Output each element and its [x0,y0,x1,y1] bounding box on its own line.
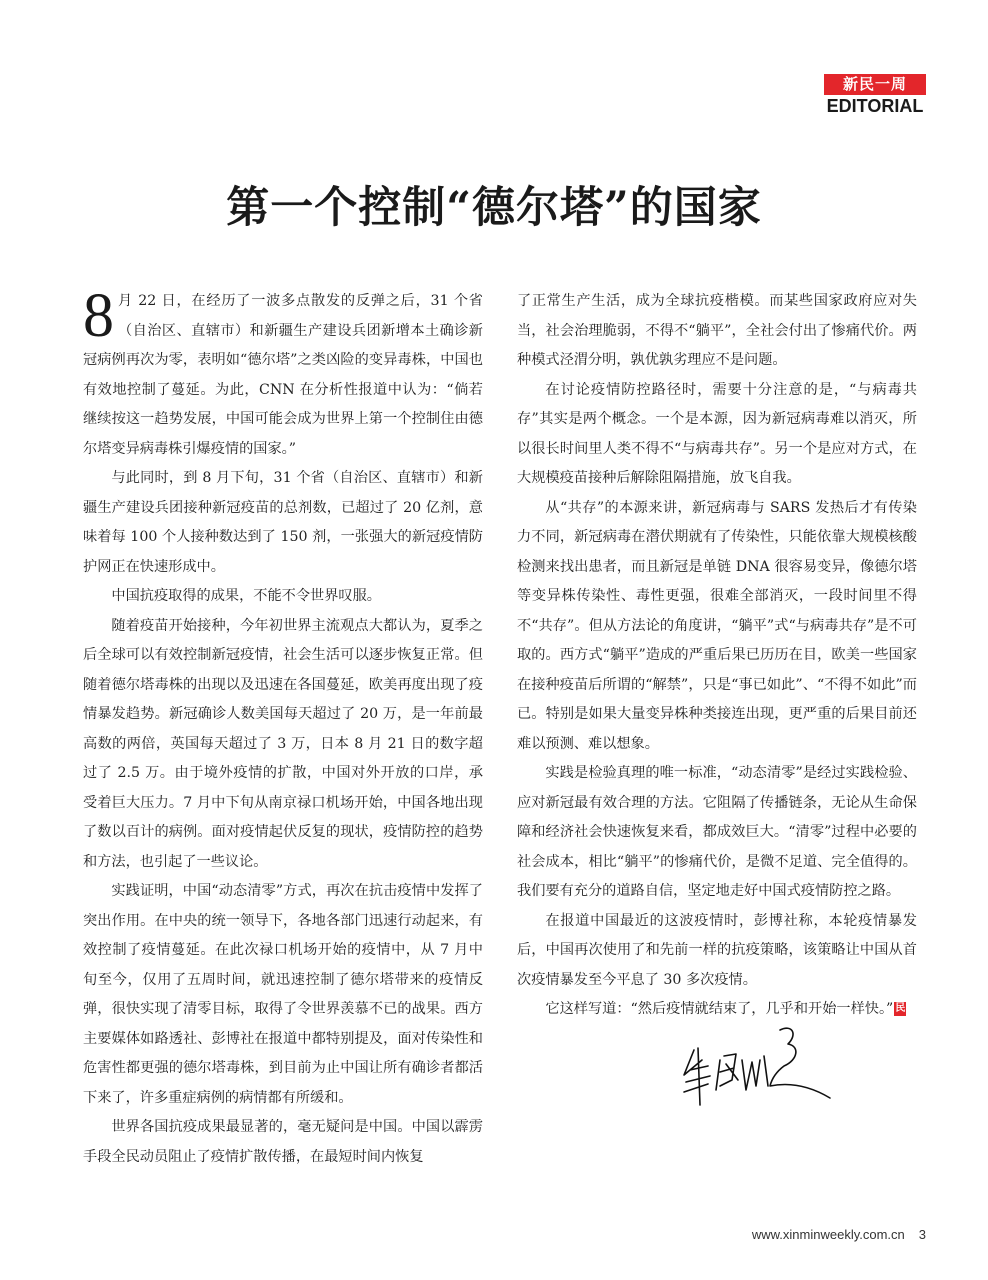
article-title: 第一个控制“德尔塔”的国家 [226,183,762,233]
paragraph: 实践是检验真理的唯一标准，“动态清零”是经过实践检验、应对新冠最有效合理的方法。它阻隔了传播链条，无论从生命保障和经济社会快速恢复来看，都成效巨大。“清零”过程中必要的社会成本，相比“躺平”的惨痛代价，是微不足道、完全值得的。我们要有充分的道路自信，坚定地走好中国式疫情防控之路。 [517,765,917,899]
author-signature [680,1020,860,1110]
paragraph-text: 它这样写道：“然后疫情就结束了，几乎和开始一样快。” [545,1001,894,1017]
magazine-brand [824,74,926,117]
website-url[interactable]: www.xinminweekly.com.cn [751,1227,905,1242]
paragraph: 实践证明，中国“动态清零”方式，再次在抗击疫情中发挥了突出作用。在中央的统一领导下，各地各部门迅速行动起来，有效控制了疫情蔓延。在此次禄口机场开始的疫情中，从 7 月中旬至今，仅用了五周时间，就迅速控制了德尔塔带来的疫情反弹，很快实现了清零目标，取得了令世界羡慕不已的战果。西方主要媒体如路透社、彭博社在报道中都特别提及，面对传染性和危害性都更强的德尔塔毒株，到目前为止中国让所有确诊者都活下来了，许多重症病例的病情都有所缓和。 [83,883,483,1106]
page-number: 3 [918,1227,926,1242]
paragraph: 在报道中国最近的这波疫情时，彭博社称，本轮疫情暴发后，中国再次使用了和先前一样的抗疫策略，该策略让中国从首次疫情暴发至今平息了 30 多次疫情。 [517,912,917,988]
paragraph: 随着疫苗开始接种，今年初世界主流观点大都认为，夏季之后全球可以有效控制新冠疫情，社会生活可以逐步恢复正常。但随着德尔塔毒株的出现以及迅速在各国蔓延，欧美再度出现了疫情暴发趋势。新冠确诊人数美国每天超过了 20 万，是一年前最高数的两倍，英国每天超过了 3 万，日本 8 月 21 日的数字超过了 2.5 万。由于境外疫情的扩散，中国对外开放的口岸，承受着巨大压力。7 月中下旬从南京禄口机场开始，中国各地出现了数以百计的病例。面对疫情起伏反复的现状，疫情防控的趋势和方法，也引起了一些议论。 [83,617,483,870]
paragraph-text: 月 22 日，在经历了一波多点散发的反弹之后，31 个省（自治区、直辖市）和新疆生产建设兵团新增本土确诊新冠病例再次为零，表明如“德尔塔”之类凶险的变异毒株，中国也有效地控制了蔓延。为此，CNN 在分析性报道中认为：“倘若继续按这一趋势发展，中国可能会成为世界上第一个控制住由德尔塔变异病毒株引爆疫情的国家。” [83,293,483,457]
paragraph [83,282,483,464]
end-mark-icon: 民 [895,1003,906,1014]
paragraph: 在讨论疫情防控路径时，需要十分注意的是，“与病毒共存”其实是两个概念。一个是本源，因为新冠病毒难以消灭，所以很长时间里人类不得不“与病毒共存”。另一个是应对方式，在大规模疫苗接种后解除阻隔措施，放飞自我。 [517,381,917,486]
paragraph: 了正常生产生活，成为全球抗疫楷模。而某些国家政府应对失当，社会治理脆弱，不得不“躺平”，全社会付出了惨痛代价。两种模式泾渭分明，孰优孰劣理应不是问题。 [517,293,917,368]
paragraph: 与此同时，到 8 月下旬，31 个省（自治区、直辖市）和新疆生产建设兵团接种新冠疫苗的总剂数，已超过了 20 亿剂，意味着每 100 个人接种数达到了 150 剂，一张强大的新冠疫情防护网正在快速形成中。 [83,470,483,575]
dropcap: 8 [83,282,114,350]
paragraph: 世界各国抗疫成果最显著的，毫无疑问是中国。中国以霹雳手段全民动员阻止了疫情扩散传播，在最短时间内恢复 [83,1119,483,1165]
section-label: EDITORIAL [826,96,924,116]
left-column [83,282,483,1172]
page-footer [752,1227,926,1242]
paragraph: 中国抗疫取得的成果，不能不令世界叹服。 [111,588,381,604]
paragraph: 从“共存”的本源来讲，新冠病毒与 SARS 发热后才有传染力不同，新冠病毒在潜伏期就有了传染性，只能依靠大规模核酸检测来找出患者，而且新冠是单链 DNA 很容易变异，像德尔塔等变异株传染性、毒性更强，很难全部消灭，一段时间里不得不“共存”。但从方法论的角度讲，“躺平”式“与病毒共存”是不可取的。西方式“躺平”造成的严重后果已历历在目，欧美一些国家在接种疫苗后所谓的“解禁”，只是“事已如此”、“不得不如此”而已。特别是如果大量变异株种类接连出现，更严重的后果目前还难以预测、难以想象。 [517,499,917,752]
right-column [517,287,917,1025]
brand-logo-cn: 新民一周 [824,74,926,95]
